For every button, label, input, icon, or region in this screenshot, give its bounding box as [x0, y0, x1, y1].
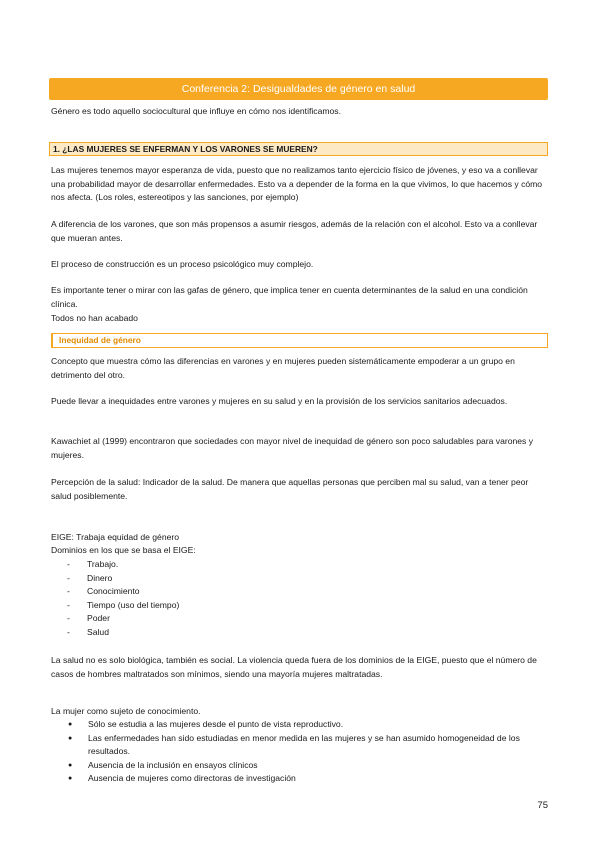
paragraph: Puede llevar a inequidades entre varones y mujeres en su salud y en la provisión de los servicios sanitarios adecuados. [51, 396, 508, 406]
subsection-heading: Inequidad de género [51, 333, 548, 348]
bullet-icon: ● [68, 734, 73, 742]
list-item: - Conocimiento [67, 585, 179, 599]
dash-marker: - [67, 586, 70, 596]
dash-marker: - [67, 559, 70, 569]
list-item: ● Ausencia de la inclusión en ensayos clínicos [68, 759, 538, 773]
dash-marker: - [67, 613, 70, 623]
paragraph: Kawachiet al (1999) encontraron que sociedades con mayor nivel de inequidad de género son poco saludables para varones y mujeres. [51, 436, 534, 460]
bullet-icon: ● [68, 775, 73, 782]
list-item: - Poder [67, 612, 179, 626]
list-item: ● Las enfermedades han sido estudiadas en menor medida en las mujeres y se han asumido homogeneidad de los resultados. [68, 732, 538, 759]
list-item: - Trabajo. [67, 558, 179, 572]
eige-domains-list [67, 558, 179, 639]
paragraph: Percepción de la salud: Indicador de la salud. De manera que aquellas personas que perciben mal su salud, van a tener peor salud posiblemente. [51, 477, 529, 501]
bullet-icon: ● [68, 761, 73, 769]
dash-marker: - [67, 599, 70, 610]
paragraph: Es importante tener o mirar con las gafas de género, que implica tener en cuenta determinantes de la salud en una condición clínica. [51, 285, 528, 309]
paragraph: La mujer como sujeto de conocimiento. [51, 706, 201, 716]
paragraph: Las mujeres tenemos mayor esperanza de vida, puesto que no realizamos tanto ejercicio físico de jóvenes, y eso va a conllevar una probabilidad mayor de desarrollar enfermedades. Esto va a depender de la forma en la que vivimos, lo que hacemos y cómo nos afecta. (Los roles, estereotipos y las sanciones, por ejemplo) [51, 165, 543, 202]
paragraph: El proceso de construcción es un proceso psicológico muy complejo. [51, 259, 314, 269]
list-item: - Salud [67, 626, 179, 640]
page-number: 75 [537, 800, 548, 811]
eige-line: EIGE: Trabaja equidad de género [51, 532, 180, 542]
list-item: - Tiempo (uso del tiempo) [67, 599, 179, 613]
paragraph: La salud no es solo biológica, también es social. La violencia queda fuera de los dominios de la EIGE, puesto que el número de casos de hombres maltratados son mínimos, siendo una mayoría mujeres maltratadas. [51, 655, 537, 679]
paragraph: Todos no han acabado [51, 313, 138, 323]
paragraph: Concepto que muestra cómo las diferencias en varones y en mujeres pueden sistemáticamente empoderar a un grupo en detrimento del otro. [51, 356, 515, 380]
section-heading: 1. ¿LAS MUJERES SE ENFERMAN Y LOS VARONES SE MUEREN? [49, 142, 548, 156]
sujeto-list [68, 718, 538, 786]
list-item: ● Ausencia de mujeres como directoras de investigación [68, 772, 538, 786]
eige-line: Dominios en los que se basa el EIGE: [51, 545, 196, 555]
page-title: Conferencia 2: Desigualdades de género en salud [49, 78, 548, 100]
dash-marker: - [67, 572, 70, 583]
intro-text: Género es todo aquello sociocultural que influye en cómo nos identificamos. [51, 106, 341, 116]
list-item: ● Sólo se estudia a las mujeres desde el punto de vista reproductivo. [68, 718, 538, 732]
paragraph: A diferencia de los varones, que son más propensos a asumir riesgos, además de la relación con el alcohol. Esto va a conllevar que mueran antes. [51, 219, 538, 243]
list-item: - Dinero [67, 572, 179, 586]
dash-marker: - [67, 626, 70, 637]
bullet-icon: ● [68, 721, 73, 728]
